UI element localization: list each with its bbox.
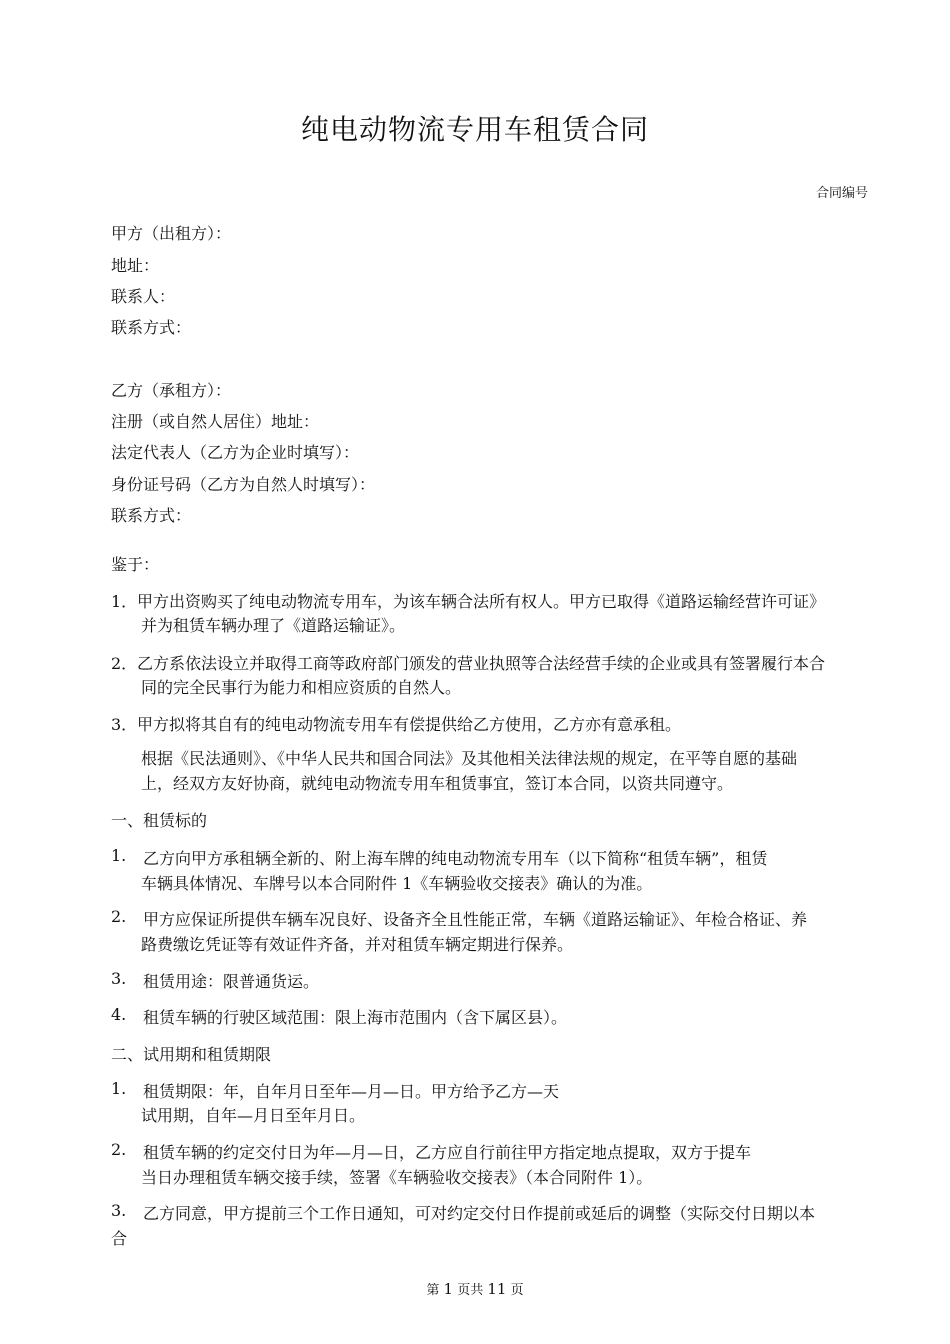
party-a-contact-method: 联系方式： <box>111 318 192 337</box>
item-text-line2: 车辆具体情况、车牌号以本合同附件 1《车辆验收交接表》确认的为准。 <box>141 874 653 893</box>
legal-basis-line1: 根据《民法通则》、《中华人民共和国合同法》及其他相关法律法规的规定，在平等自愿的基础 <box>141 749 798 768</box>
item-number: 1. <box>111 1079 127 1098</box>
party-b-legal-rep: 法定代表人（乙方为企业时填写）： <box>111 443 360 462</box>
item-text-line1: 乙方同意，甲方提前三个工作日通知，可对约定交付日作提前或延后的调整（实际交付日期以本 <box>143 1204 816 1223</box>
item-text-line2: 试用期，自年—月日至年月日。 <box>141 1106 366 1125</box>
section-1-heading: 一、租赁标的 <box>111 811 208 830</box>
item-text-line1: 租赁车辆的约定交付日为年—月—日，乙方应自行前往甲方指定地点提取，双方于提车 <box>143 1143 752 1162</box>
party-a-address: 地址： <box>111 256 160 275</box>
party-b-heading: 乙方（承租方）： <box>111 381 232 400</box>
section-2-heading: 二、试用期和租赁期限 <box>111 1045 272 1064</box>
item-text-line1: 甲方拟将其自有的纯电动物流专用车有偿提供给乙方使用，乙方亦有意承租。 <box>137 715 682 734</box>
item-number: 2. <box>111 1140 127 1159</box>
item-number: 1． <box>111 592 138 611</box>
item-text-line1: 甲方出资购买了纯电动物流专用车，为该车辆合法所有权人。甲方已取得《道路运输经营许可证》 <box>137 592 826 611</box>
item-number: 2. <box>111 907 127 926</box>
item-text-line2: 同的完全民事行为能力和相应资质的自然人。 <box>141 678 462 697</box>
item-text-line2: 合 <box>111 1229 128 1248</box>
footer-suffix: 页 <box>510 1283 524 1298</box>
party-b-contact-method: 联系方式： <box>111 506 192 525</box>
item-text-line2: 路费缴讫凭证等有效证件齐备，并对租赁车辆定期进行保养。 <box>141 935 574 954</box>
item-text-line1: 租赁用途：限普通货运。 <box>143 972 320 991</box>
item-number: 3. <box>111 969 127 988</box>
footer-page-total: 11 <box>487 1280 507 1298</box>
item-text-line1: 乙方系依法设立并取得工商等政府部门颁发的营业执照等合法经营手续的企业或具有签署履行本合 <box>137 654 826 673</box>
footer-page-current: 1 <box>443 1280 454 1298</box>
party-a-heading: 甲方（出租方）： <box>111 224 232 243</box>
item-text-line1: 甲方应保证所提供车辆车况良好、设备齐全且性能正常，车辆《道路运输证》、年检合格证、养 <box>143 910 808 929</box>
item-text-line1: 租赁期限：年，自年月日至年—月—日。甲方给予乙方—天 <box>143 1082 560 1101</box>
footer-prefix: 第 <box>426 1283 440 1298</box>
item-number: 3． <box>111 715 138 734</box>
item-text-line1: 乙方向甲方承租辆全新的、附上海车牌的纯电动物流专用车（以下简称“租赁车辆”，租赁 <box>143 849 768 868</box>
item-number: 4. <box>111 1005 127 1024</box>
party-a-contact-person: 联系人： <box>111 287 176 306</box>
item-text-line2: 并为租赁车辆办理了《道路运输证》。 <box>141 616 406 635</box>
page-footer <box>0 1279 950 1298</box>
contract-number-label: 合同编号 <box>815 186 868 201</box>
footer-middle: 页共 <box>457 1283 484 1298</box>
party-b-address: 注册（或自然人居住）地址： <box>111 412 320 431</box>
item-text-line2: 当日办理租赁车辆交接手续，签署《车辆验收交接表》（本合同附件 1）。 <box>141 1168 653 1187</box>
party-b-id-number: 身份证号码（乙方为自然人时填写）： <box>111 475 376 494</box>
item-number: 1. <box>111 846 127 865</box>
document-title: 纯电动物流专用车租赁合同 <box>300 113 649 146</box>
legal-basis-line2: 上，经双方友好协商，就纯电动物流专用车租赁事宜，签订本合同，以资共同遵守。 <box>141 774 734 793</box>
item-number: 2． <box>111 654 138 673</box>
item-text-line1: 租赁车辆的行驶区域范围：限上海市范围内（含下属区县）。 <box>143 1008 568 1027</box>
whereas-heading: 鉴于： <box>111 555 160 574</box>
item-number: 3. <box>111 1201 127 1220</box>
